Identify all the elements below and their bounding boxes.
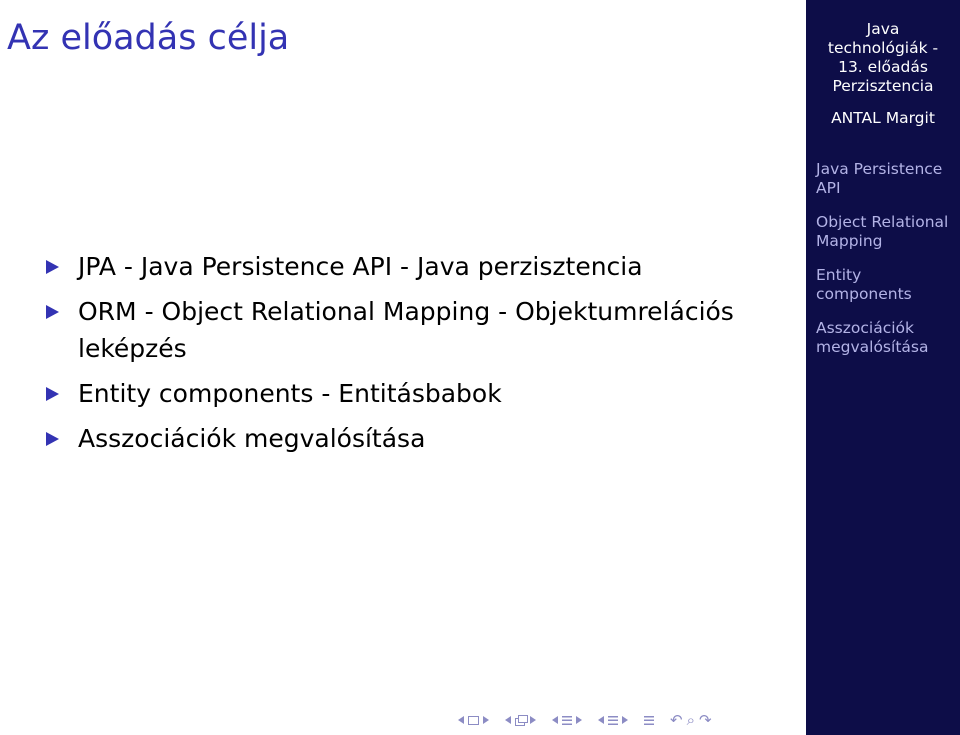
toc-item-line: API [816, 179, 841, 197]
section-next-icon[interactable] [576, 716, 582, 724]
section-lines-icon[interactable] [562, 716, 572, 725]
subsubsection-nav [596, 716, 630, 725]
presentation-title-line: Perzisztencia [832, 77, 934, 95]
triangle-bullet-icon [46, 387, 59, 401]
subsubsection-next-icon[interactable] [622, 716, 628, 724]
bullet-list [44, 248, 784, 465]
toc-item-line: Entity [816, 266, 862, 284]
presentation-title-line: Java [866, 20, 900, 38]
presentation-title-line: 13. előadás [838, 58, 928, 76]
forward-icon[interactable]: ↷ [698, 710, 712, 729]
toc-item-line: Mapping [816, 232, 883, 250]
toc-item-line: components [816, 285, 912, 303]
subsection-next-icon[interactable] [530, 716, 536, 724]
bullet-text: ORM - Object Relational Mapping - Objektumrelációs leképzés [78, 297, 734, 363]
frame-box-icon[interactable] [468, 716, 479, 725]
frame-next-icon[interactable] [483, 716, 489, 724]
toc-item-line: Asszociációk [816, 319, 914, 337]
bullet-text: Asszociációk megvalósítása [78, 424, 426, 453]
bullet-text: Entity components - Entitásbabok [78, 379, 502, 408]
bullet-text: JPA - Java Persistence API - Java perzisztencia [78, 252, 643, 281]
list-item [44, 375, 784, 412]
frame-prev-icon[interactable] [458, 716, 464, 724]
toc-item-asszociaciok[interactable] [816, 319, 956, 357]
list-item [44, 248, 784, 285]
subsubsection-lines-icon[interactable] [608, 716, 618, 725]
search-nav [668, 710, 714, 729]
sidebar [806, 0, 960, 735]
toc-item-entity-components[interactable] [816, 266, 956, 304]
align-lines-icon[interactable] [644, 716, 654, 725]
subsection-stack-icon[interactable] [515, 715, 526, 725]
search-icon[interactable]: ⌕ [686, 710, 695, 729]
author-name[interactable]: ANTAL Margit [831, 109, 935, 127]
toc-item-line: Object Relational [816, 213, 949, 231]
toc-item-object-relational-mapping[interactable] [816, 213, 956, 251]
table-of-contents [816, 160, 956, 372]
triangle-bullet-icon [46, 305, 59, 319]
beamer-navigation-bar [456, 711, 726, 729]
list-item [44, 420, 784, 457]
list-item [44, 293, 784, 367]
subsubsection-prev-icon[interactable] [598, 716, 604, 724]
toc-item-line: megvalósítása [816, 338, 929, 356]
section-nav [550, 716, 584, 725]
section-prev-icon[interactable] [552, 716, 558, 724]
toc-item-java-persistence-api[interactable] [816, 160, 956, 198]
page-title: Az előadás célja [7, 18, 290, 58]
subsection-prev-icon[interactable] [505, 716, 511, 724]
presentation-title-line: technológiák - [827, 39, 939, 57]
align-nav [642, 716, 656, 725]
back-icon[interactable]: ↶ [670, 710, 683, 729]
toc-item-line: Java Persistence [816, 160, 943, 178]
presentation-title[interactable] [806, 20, 960, 96]
frame-nav [456, 716, 491, 725]
triangle-bullet-icon [46, 432, 59, 446]
triangle-bullet-icon [46, 260, 59, 274]
subsection-nav [503, 715, 538, 725]
